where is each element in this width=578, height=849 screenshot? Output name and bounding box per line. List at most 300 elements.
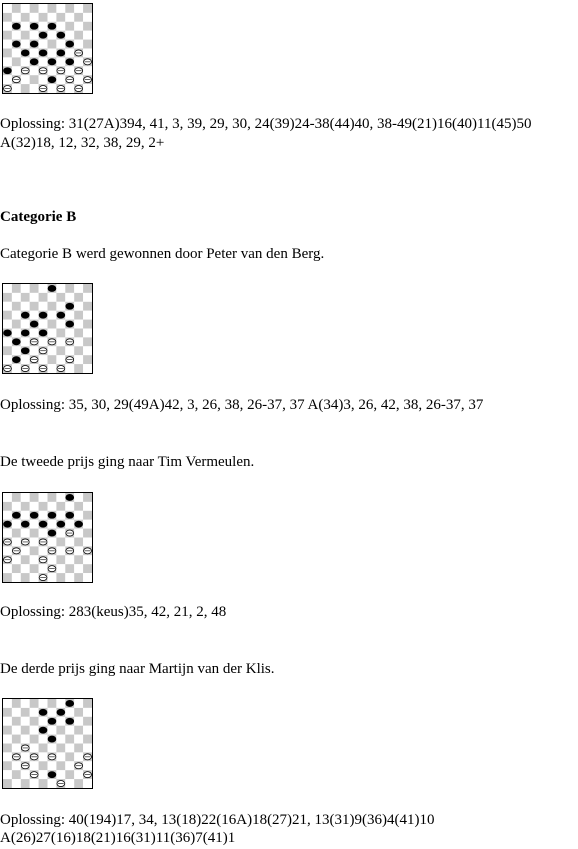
black-piece	[21, 50, 29, 56]
dark-square	[48, 355, 57, 364]
light-square	[56, 529, 65, 538]
dark-square	[83, 735, 92, 744]
light-square	[83, 761, 92, 770]
dark-square	[83, 4, 92, 13]
light-square	[56, 546, 65, 555]
dark-square	[65, 564, 74, 573]
light-square	[48, 329, 57, 338]
dark-square	[39, 13, 48, 22]
light-square	[74, 752, 83, 761]
dark-square	[21, 708, 30, 717]
light-square	[21, 546, 30, 555]
light-square	[39, 770, 48, 779]
dark-square	[12, 717, 21, 726]
dark-square	[65, 22, 74, 31]
light-square	[21, 4, 30, 13]
light-square	[74, 22, 83, 31]
light-square	[12, 555, 21, 564]
light-square	[48, 779, 57, 788]
light-square	[12, 293, 21, 302]
solution-line: A(26)27(16)18(21)16(31)11(36)7(41)1	[0, 830, 236, 846]
dark-square	[56, 329, 65, 338]
light-square	[56, 770, 65, 779]
dark-square	[21, 13, 30, 22]
light-square	[21, 40, 30, 49]
light-square	[12, 13, 21, 22]
black-piece	[12, 357, 20, 363]
light-square	[48, 573, 57, 582]
light-square	[83, 329, 92, 338]
board-svg-1	[3, 4, 92, 93]
light-square	[65, 502, 74, 511]
dark-square	[83, 337, 92, 346]
black-piece	[57, 50, 65, 56]
dark-square	[65, 4, 74, 13]
black-piece	[21, 348, 29, 354]
black-piece	[30, 321, 38, 327]
light-square	[21, 752, 30, 761]
black-piece	[48, 285, 56, 291]
dark-square	[74, 708, 83, 717]
light-square	[83, 311, 92, 320]
dark-square	[74, 311, 83, 320]
black-piece	[66, 512, 74, 518]
light-square	[30, 538, 39, 547]
light-square	[39, 752, 48, 761]
light-square	[74, 302, 83, 311]
light-square	[83, 744, 92, 753]
light-square	[30, 66, 39, 75]
light-square	[12, 520, 21, 529]
black-piece	[66, 718, 74, 724]
light-square	[30, 84, 39, 93]
dark-square	[65, 770, 74, 779]
light-square	[74, 493, 83, 502]
light-square	[3, 320, 12, 329]
black-piece	[39, 312, 47, 318]
light-square	[3, 717, 12, 726]
light-square	[30, 364, 39, 373]
dark-square	[74, 555, 83, 564]
light-square	[83, 66, 92, 75]
light-square	[83, 13, 92, 22]
light-square	[56, 320, 65, 329]
black-piece	[48, 530, 56, 536]
light-square	[21, 564, 30, 573]
light-square	[48, 502, 57, 511]
light-square	[12, 329, 21, 338]
dark-square	[83, 493, 92, 502]
dark-square	[48, 40, 57, 49]
light-square	[30, 311, 39, 320]
dark-square	[83, 284, 92, 293]
dark-square	[48, 320, 57, 329]
light-square	[74, 735, 83, 744]
light-square	[65, 779, 74, 788]
light-square	[30, 13, 39, 22]
light-square	[12, 502, 21, 511]
light-square	[65, 13, 74, 22]
light-square	[3, 337, 12, 346]
dark-square	[83, 22, 92, 31]
black-piece	[75, 521, 83, 527]
dark-square	[30, 717, 39, 726]
solution-line: A(32)18, 12, 32, 38, 29, 2+	[0, 135, 165, 151]
light-square	[30, 726, 39, 735]
light-square	[3, 735, 12, 744]
light-square	[21, 511, 30, 520]
dark-square	[83, 529, 92, 538]
light-square	[83, 726, 92, 735]
dark-square	[12, 57, 21, 66]
light-square	[65, 726, 74, 735]
light-square	[3, 4, 12, 13]
light-square	[48, 31, 57, 40]
light-square	[39, 546, 48, 555]
light-square	[48, 744, 57, 753]
light-square	[65, 573, 74, 582]
light-square	[30, 520, 39, 529]
board-svg-2	[3, 284, 92, 373]
light-square	[74, 40, 83, 49]
dark-square	[3, 31, 12, 40]
black-piece	[30, 59, 38, 65]
light-square	[21, 302, 30, 311]
light-square	[83, 708, 92, 717]
dark-square	[39, 744, 48, 753]
light-square	[39, 320, 48, 329]
light-square	[30, 779, 39, 788]
black-piece	[30, 512, 38, 518]
dark-square	[74, 779, 83, 788]
light-square	[21, 337, 30, 346]
light-square	[56, 355, 65, 364]
light-square	[3, 57, 12, 66]
dark-square	[48, 302, 57, 311]
dark-square	[12, 770, 21, 779]
black-piece	[21, 521, 29, 527]
light-square	[21, 735, 30, 744]
black-piece	[66, 41, 74, 47]
category-heading: Categorie B	[0, 209, 77, 225]
dark-square	[74, 573, 83, 582]
dark-square	[74, 293, 83, 302]
light-square	[74, 355, 83, 364]
black-piece	[4, 521, 12, 527]
light-square	[21, 57, 30, 66]
black-piece	[12, 512, 20, 518]
dark-square	[21, 573, 30, 582]
light-square	[3, 22, 12, 31]
light-square	[21, 717, 30, 726]
dark-square	[56, 502, 65, 511]
dark-square	[56, 744, 65, 753]
light-square	[21, 75, 30, 84]
dark-square	[74, 364, 83, 373]
light-square	[3, 529, 12, 538]
light-square	[39, 22, 48, 31]
light-square	[48, 520, 57, 529]
light-square	[39, 529, 48, 538]
winner-text: Categorie B werd gewonnen door Peter van den Berg.	[0, 246, 325, 262]
light-square	[39, 302, 48, 311]
light-square	[30, 346, 39, 355]
light-square	[48, 84, 57, 93]
light-square	[3, 564, 12, 573]
light-square	[65, 311, 74, 320]
dark-square	[74, 538, 83, 547]
light-square	[12, 66, 21, 75]
light-square	[48, 708, 57, 717]
black-piece	[66, 494, 74, 500]
light-square	[83, 346, 92, 355]
light-square	[12, 49, 21, 58]
black-piece	[39, 50, 47, 56]
light-square	[65, 555, 74, 564]
dark-square	[74, 31, 83, 40]
light-square	[56, 337, 65, 346]
light-square	[12, 744, 21, 753]
light-square	[83, 364, 92, 373]
light-square	[65, 49, 74, 58]
black-piece	[12, 339, 20, 345]
light-square	[65, 364, 74, 373]
prize-text: De tweede prijs ging naar Tim Vermeulen.	[0, 454, 255, 470]
dark-square	[48, 699, 57, 708]
light-square	[74, 337, 83, 346]
light-square	[65, 329, 74, 338]
light-square	[3, 493, 12, 502]
dark-square	[12, 529, 21, 538]
light-square	[39, 57, 48, 66]
dark-square	[21, 726, 30, 735]
light-square	[65, 346, 74, 355]
solution-line: Oplossing: 31(27A)394, 41, 3, 39, 29, 30, 24(39)24-38(44)40, 38-49(21)16(40)11(45)50	[0, 116, 532, 132]
black-piece	[48, 512, 56, 518]
light-square	[12, 364, 21, 373]
light-square	[74, 564, 83, 573]
light-square	[83, 502, 92, 511]
light-square	[56, 511, 65, 520]
black-piece	[48, 77, 56, 83]
black-piece	[48, 59, 56, 65]
light-square	[30, 329, 39, 338]
dark-square	[65, 735, 74, 744]
light-square	[21, 699, 30, 708]
light-square	[12, 84, 21, 93]
dark-square	[12, 4, 21, 13]
light-square	[74, 57, 83, 66]
black-piece	[57, 521, 65, 527]
light-square	[65, 708, 74, 717]
light-square	[3, 770, 12, 779]
light-square	[74, 75, 83, 84]
light-square	[56, 564, 65, 573]
light-square	[56, 735, 65, 744]
light-square	[3, 546, 12, 555]
dark-square	[48, 4, 57, 13]
black-piece	[39, 521, 47, 527]
dark-square	[74, 329, 83, 338]
light-square	[56, 75, 65, 84]
light-square	[30, 49, 39, 58]
black-piece	[21, 330, 29, 336]
light-square	[39, 699, 48, 708]
dark-square	[30, 4, 39, 13]
light-square	[74, 4, 83, 13]
light-square	[65, 538, 74, 547]
black-piece	[48, 718, 56, 724]
dark-square	[21, 84, 30, 93]
dark-square	[39, 779, 48, 788]
draughts-board-3	[2, 492, 93, 583]
light-square	[74, 546, 83, 555]
dark-square	[3, 708, 12, 717]
light-square	[12, 31, 21, 40]
light-square	[30, 31, 39, 40]
light-square	[74, 699, 83, 708]
light-square	[48, 49, 57, 58]
light-square	[39, 735, 48, 744]
black-piece	[66, 59, 74, 65]
dark-square	[12, 284, 21, 293]
dark-square	[83, 511, 92, 520]
black-piece	[39, 32, 47, 38]
dark-square	[74, 346, 83, 355]
dark-square	[3, 293, 12, 302]
black-piece	[48, 23, 56, 29]
black-piece	[48, 736, 56, 742]
dark-square	[39, 761, 48, 770]
board-svg-4	[3, 699, 92, 788]
dark-square	[3, 726, 12, 735]
light-square	[3, 699, 12, 708]
light-square	[74, 284, 83, 293]
light-square	[56, 752, 65, 761]
prize-text: De derde prijs ging naar Martijn van der Klis.	[0, 661, 275, 677]
dark-square	[3, 311, 12, 320]
black-piece	[12, 23, 20, 29]
dark-square	[39, 502, 48, 511]
light-square	[48, 66, 57, 75]
dark-square	[12, 320, 21, 329]
dark-square	[3, 573, 12, 582]
light-square	[74, 770, 83, 779]
draughts-board-4	[2, 698, 93, 789]
dark-square	[21, 779, 30, 788]
light-square	[12, 311, 21, 320]
light-square	[30, 573, 39, 582]
board-svg-3	[3, 493, 92, 582]
dark-square	[30, 493, 39, 502]
light-square	[12, 346, 21, 355]
light-square	[12, 538, 21, 547]
dark-square	[12, 493, 21, 502]
light-square	[30, 761, 39, 770]
black-piece	[39, 330, 47, 336]
dark-square	[12, 564, 21, 573]
light-square	[39, 337, 48, 346]
light-square	[12, 761, 21, 770]
light-square	[12, 726, 21, 735]
dark-square	[3, 346, 12, 355]
light-square	[3, 752, 12, 761]
dark-square	[48, 493, 57, 502]
black-piece	[12, 41, 20, 47]
dark-square	[56, 13, 65, 22]
light-square	[56, 284, 65, 293]
light-square	[48, 364, 57, 373]
light-square	[56, 57, 65, 66]
light-square	[74, 320, 83, 329]
light-square	[65, 744, 74, 753]
dark-square	[83, 699, 92, 708]
light-square	[21, 355, 30, 364]
dark-square	[74, 726, 83, 735]
dark-square	[56, 293, 65, 302]
light-square	[56, 4, 65, 13]
dark-square	[21, 293, 30, 302]
black-piece	[30, 23, 38, 29]
dark-square	[56, 726, 65, 735]
black-piece	[57, 312, 65, 318]
black-piece	[57, 32, 65, 38]
light-square	[83, 555, 92, 564]
dark-square	[30, 699, 39, 708]
light-square	[56, 699, 65, 708]
dark-square	[30, 529, 39, 538]
light-square	[65, 761, 74, 770]
light-square	[48, 13, 57, 22]
light-square	[30, 744, 39, 753]
dark-square	[56, 761, 65, 770]
solution-line: Oplossing: 40(194)17, 34, 13(18)22(16A)18(27)21, 13(31)9(36)4(41)10	[0, 812, 435, 828]
dark-square	[56, 346, 65, 355]
light-square	[12, 708, 21, 717]
black-piece	[39, 709, 47, 715]
light-square	[83, 779, 92, 788]
dark-square	[30, 564, 39, 573]
light-square	[56, 40, 65, 49]
light-square	[39, 511, 48, 520]
light-square	[3, 284, 12, 293]
dark-square	[83, 355, 92, 364]
black-piece	[66, 321, 74, 327]
black-piece	[39, 727, 47, 733]
light-square	[3, 75, 12, 84]
dark-square	[74, 13, 83, 22]
light-square	[39, 284, 48, 293]
light-square	[83, 293, 92, 302]
light-square	[39, 493, 48, 502]
dark-square	[83, 564, 92, 573]
dark-square	[21, 555, 30, 564]
light-square	[30, 555, 39, 564]
dark-square	[74, 744, 83, 753]
dark-square	[12, 735, 21, 744]
dark-square	[12, 302, 21, 311]
light-square	[83, 49, 92, 58]
dark-square	[65, 752, 74, 761]
dark-square	[30, 284, 39, 293]
light-square	[56, 717, 65, 726]
draughts-board-1	[2, 3, 93, 94]
black-piece	[4, 68, 12, 74]
black-piece	[57, 709, 65, 715]
light-square	[39, 40, 48, 49]
dark-square	[65, 284, 74, 293]
light-square	[56, 302, 65, 311]
